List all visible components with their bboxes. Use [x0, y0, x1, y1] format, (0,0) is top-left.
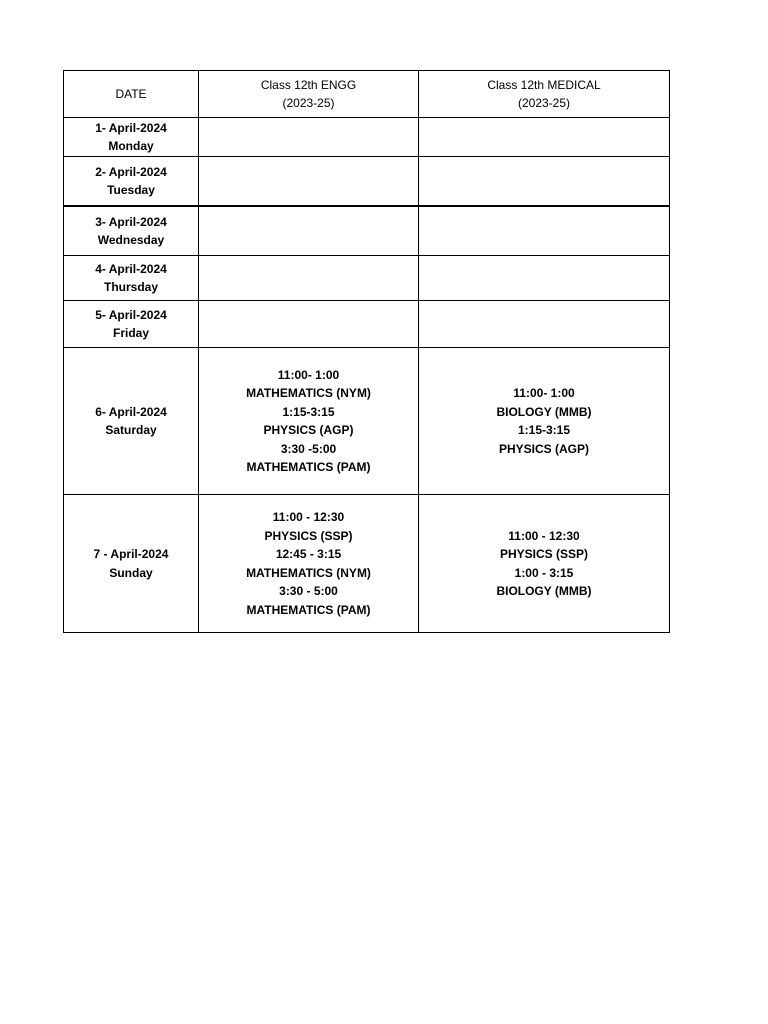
date-text: 6- April-2024	[95, 404, 167, 419]
engg-cell	[199, 157, 419, 207]
table-row	[64, 157, 670, 207]
medical-cell	[419, 495, 670, 633]
date-text: 2- April-2024	[95, 164, 167, 179]
date-cell	[64, 256, 199, 301]
slot-time: 11:00- 1:00	[513, 386, 575, 400]
day-text: Sunday	[109, 565, 153, 580]
slot-time: 11:00 - 12:30	[272, 510, 345, 524]
slot-subject: MATHEMATICS (NYM)	[246, 386, 371, 400]
engg-column-header	[199, 71, 419, 118]
exam-schedule-table	[63, 70, 670, 633]
day-text: Friday	[112, 326, 149, 340]
slot-time: 3:30 - 5:00	[279, 584, 338, 598]
medical-cell	[419, 118, 670, 157]
date-text: 1- April-2024	[95, 120, 167, 135]
table-row	[64, 256, 670, 301]
engg-cell	[199, 256, 419, 301]
slot-subject: PHYSICS (SSP)	[264, 528, 353, 543]
engg-cell	[199, 348, 419, 495]
header-row	[64, 71, 670, 118]
table-row	[64, 206, 670, 256]
medical-header-session: (2023-25)	[517, 96, 571, 110]
date-cell	[64, 495, 199, 633]
slot-subject: BIOLOGY (MMB)	[496, 404, 592, 419]
slot-subject: BIOLOGY (MMB)	[496, 584, 592, 598]
engg-cell	[199, 206, 419, 256]
slot-time: 1:15-3:15	[517, 423, 571, 437]
day-text: Saturday	[105, 423, 157, 437]
date-text: 7 - April-2024	[93, 547, 169, 561]
slot-subject: MATHEMATICS (PAM)	[246, 460, 371, 474]
date-text: 5- April-2024	[95, 307, 167, 322]
slot-subject: MATHEMATICS (NYM)	[246, 565, 371, 580]
slot-subject: MATHEMATICS (PAM)	[246, 602, 371, 617]
slot-subject: PHYSICS (AGP)	[498, 441, 589, 456]
medical-header-title: Class 12th MEDICAL	[487, 77, 601, 92]
slot-time: 12:45 - 3:15	[275, 547, 342, 561]
day-text: Tuesday	[107, 183, 155, 197]
slot-time: 11:00 - 12:30	[508, 528, 580, 543]
slot-time: 1:00 - 3:15	[514, 565, 574, 580]
slot-time: 11:00- 1:00	[277, 367, 340, 382]
engg-header-session: (2023-25)	[282, 96, 335, 110]
date-header-label: DATE	[115, 86, 147, 101]
medical-cell	[419, 157, 670, 207]
medical-column-header	[419, 71, 670, 118]
date-cell	[64, 157, 199, 207]
slot-time: 3:30 -5:00	[280, 441, 337, 456]
table-row	[64, 348, 670, 495]
slot-time: 1:15-3:15	[282, 404, 335, 419]
date-cell	[64, 206, 199, 256]
day-text: Thursday	[103, 280, 158, 294]
engg-cell	[199, 301, 419, 348]
table-row	[64, 495, 670, 633]
engg-cell	[199, 118, 419, 157]
date-cell	[64, 348, 199, 495]
day-text: Wednesday	[97, 233, 165, 247]
medical-cell	[419, 206, 670, 256]
medical-cell	[419, 256, 670, 301]
engg-header-title: Class 12th ENGG	[260, 77, 357, 92]
table-row	[64, 118, 670, 157]
slot-subject: PHYSICS (AGP)	[263, 423, 354, 437]
engg-cell	[199, 495, 419, 633]
date-text: 4- April-2024	[95, 261, 167, 276]
date-cell	[64, 118, 199, 157]
date-cell	[64, 301, 199, 348]
date-column-header	[64, 71, 199, 118]
medical-cell	[419, 301, 670, 348]
slot-subject: PHYSICS (SSP)	[499, 547, 589, 561]
day-text: Monday	[108, 139, 154, 153]
date-text: 3- April-2024	[95, 214, 167, 229]
table-row	[64, 301, 670, 348]
medical-cell	[419, 348, 670, 495]
